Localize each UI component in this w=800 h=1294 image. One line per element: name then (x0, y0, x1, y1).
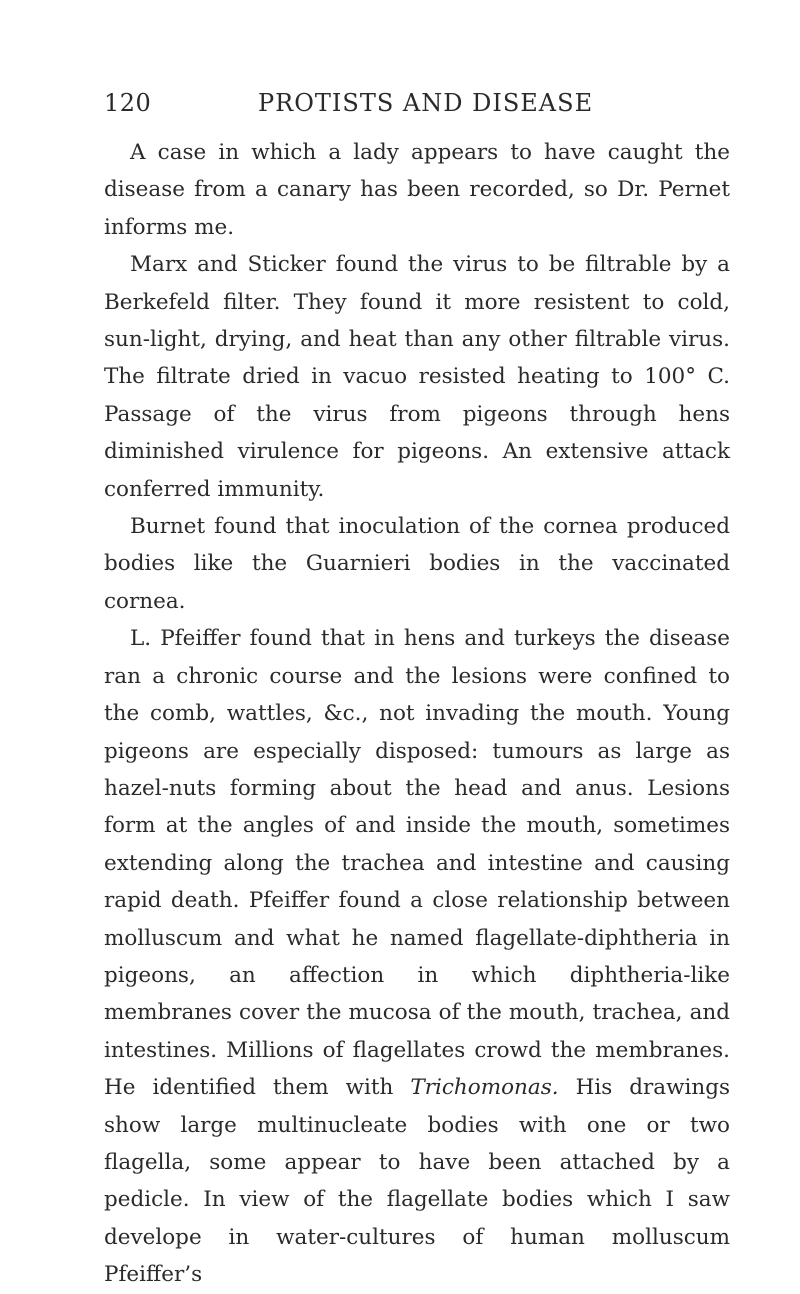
paragraph-marx-sticker: Marx and Sticker found the virus to be filtrable by a Berkefeld filter. They found it more resistent to cold, sun-light, drying, and heat than any other filtrable virus. The filtrate dried in vacuo resisted heating to 100° C. Passage of the virus from pigeons through hens diminished virulence for pigeons. An extensive attack conferred immunity. (104, 252, 730, 502)
pfeiffer-text-part-1: L. Pfeiffer found that in hens and turkeys the disease ran a chronic course and the lesions were confined to the comb, wattles, &c., not invading the mouth. Young pigeons are especially disposed: tumours as large as hazel-nuts forming about the head and anus. Lesions form at the angles of and inside the mouth, sometimes extending along the trachea and intestine and causing rapid death. Pfeiffer found a close relationship between molluscum and what he named flagellate-diphtheria in pigeons, an affection in which diphtheria-like membranes cover the mucosa of the mouth, trachea, and intestines. Millions of flagellates crowd the membranes. He identified them with (104, 626, 730, 1101)
body-text (104, 134, 730, 1294)
pfeiffer-text-part-2: His drawings show large multinucleate bodies with one or two flagella, some appear to have been attached by a pedicle. In view of the flagellate bodies which I saw develope in water-cultures of human molluscum Pfeiffer’s (104, 1075, 731, 1288)
page-number: 120 (104, 89, 152, 117)
italic-genus-name: Trichomonas. (410, 1075, 559, 1101)
paragraph-pfeiffer (104, 620, 730, 1293)
paragraph-canary-case: A case in which a lady appears to have caught the disease from a canary has been recorded, so Dr. Pernet informs me. (104, 140, 730, 240)
running-title: PROTISTS AND DISEASE (258, 89, 594, 117)
paragraph-burnet: Burnet found that inoculation of the cornea produced bodies like the Guarnieri bodies in the vaccinated cornea. (104, 514, 730, 614)
running-head (104, 89, 730, 123)
